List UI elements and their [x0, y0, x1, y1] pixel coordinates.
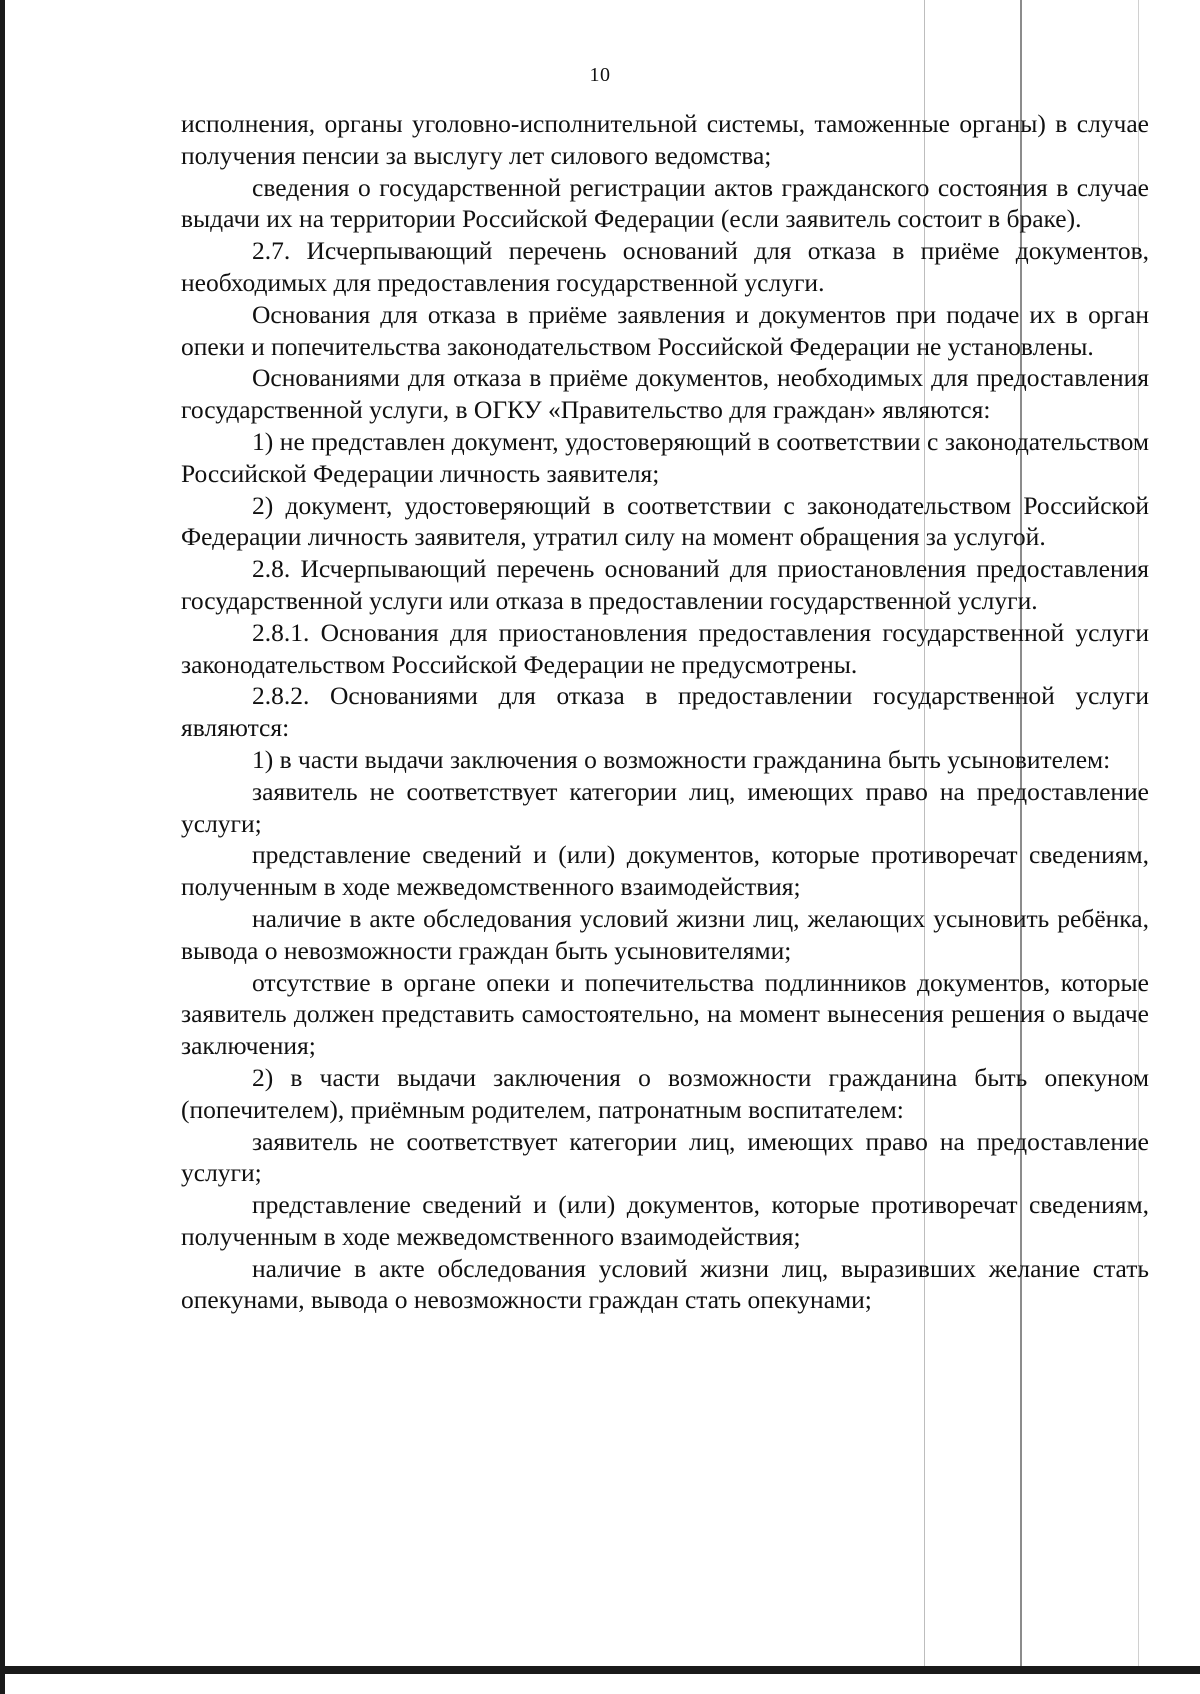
- paragraph: 2.8. Исчерпывающий перечень оснований для приостановления предоставления государственной услуги или отказа в предоставлении государственной услуги.: [181, 554, 1149, 615]
- paragraph: заявитель не соответствует категории лиц, имеющих право на предоставление услуги;: [181, 1126, 1149, 1188]
- paragraph: 2.7. Исчерпывающий перечень оснований для отказа в приёме документов, необходимых для предоставления государственной услуги.: [181, 236, 1149, 297]
- paragraph: 1) не представлен документ, удостоверяющий в соответствии с законодательством Российской Федерации личность заявителя;: [181, 426, 1149, 488]
- paragraph: отсутствие в органе опеки и попечительства подлинников документов, которые заявитель должен представить самостоятельно, на момент вынесения решения о выдаче заключения;: [181, 967, 1149, 1061]
- paragraph: представление сведений и (или) документов, которые противоречат сведениям, полученным в ходе межведомственного взаимодействия;: [181, 840, 1149, 902]
- paragraph: исполнения, органы уголовно-исполнительной системы, таможенные органы) в случае получения пенсии за выслугу лет силового ведомства;: [181, 109, 1149, 170]
- paragraph: заявитель не соответствует категории лиц, имеющих право на предоставление услуги;: [181, 776, 1149, 838]
- paragraph: 1) в части выдачи заключения о возможности гражданина быть усыновителем:: [252, 744, 1111, 774]
- paragraph: наличие в акте обследования условий жизни лиц, желающих усыновить ребёнка, вывода о невозможности граждан быть усыновителями;: [181, 903, 1149, 965]
- page-number: 10: [589, 64, 611, 86]
- scan-bottom-border: [0, 1666, 1200, 1674]
- paragraph: 2.8.1. Основания для приостановления предоставления государственной услуги законодательством Российской Федерации не предусмотрены.: [181, 617, 1149, 679]
- scan-left-border: [0, 0, 5, 1694]
- paragraph: 2.8.2. Основаниями для отказа в предоставлении государственной услуги являются:: [181, 681, 1149, 743]
- paragraph: представление сведений и (или) документов, которые противоречат сведениям, полученным в ходе межведомственного взаимодействия;: [181, 1190, 1149, 1251]
- paragraph: 2) в части выдачи заключения о возможности гражданина быть опекуном (попечителем), приёмным родителем, патронатным воспитателем:: [181, 1062, 1149, 1124]
- paragraph: Основания для отказа в приёме заявления и документов при подаче их в орган опеки и попечительства законодательством Российской Федерации не установлены.: [181, 299, 1149, 361]
- paragraph: 2) документ, удостоверяющий в соответствии с законодательством Российской Федерации личность заявителя, утратил силу на момент обращения за услугой.: [181, 490, 1149, 552]
- paragraph: сведения о государственной регистрации актов гражданского состояния в случае выдачи их на территории Российской Федерации (если заявитель состоит в браке).: [181, 172, 1149, 234]
- paragraph: наличие в акте обследования условий жизни лиц, выразивших желание стать опекунами, вывода о невозможности граждан стать опекунами;: [181, 1253, 1149, 1315]
- document-body: [181, 108, 1149, 1316]
- paragraph: Основаниями для отказа в приёме документов, необходимых для предоставления государственной услуги, в ОГКУ «Правительство для граждан» являются:: [181, 363, 1149, 425]
